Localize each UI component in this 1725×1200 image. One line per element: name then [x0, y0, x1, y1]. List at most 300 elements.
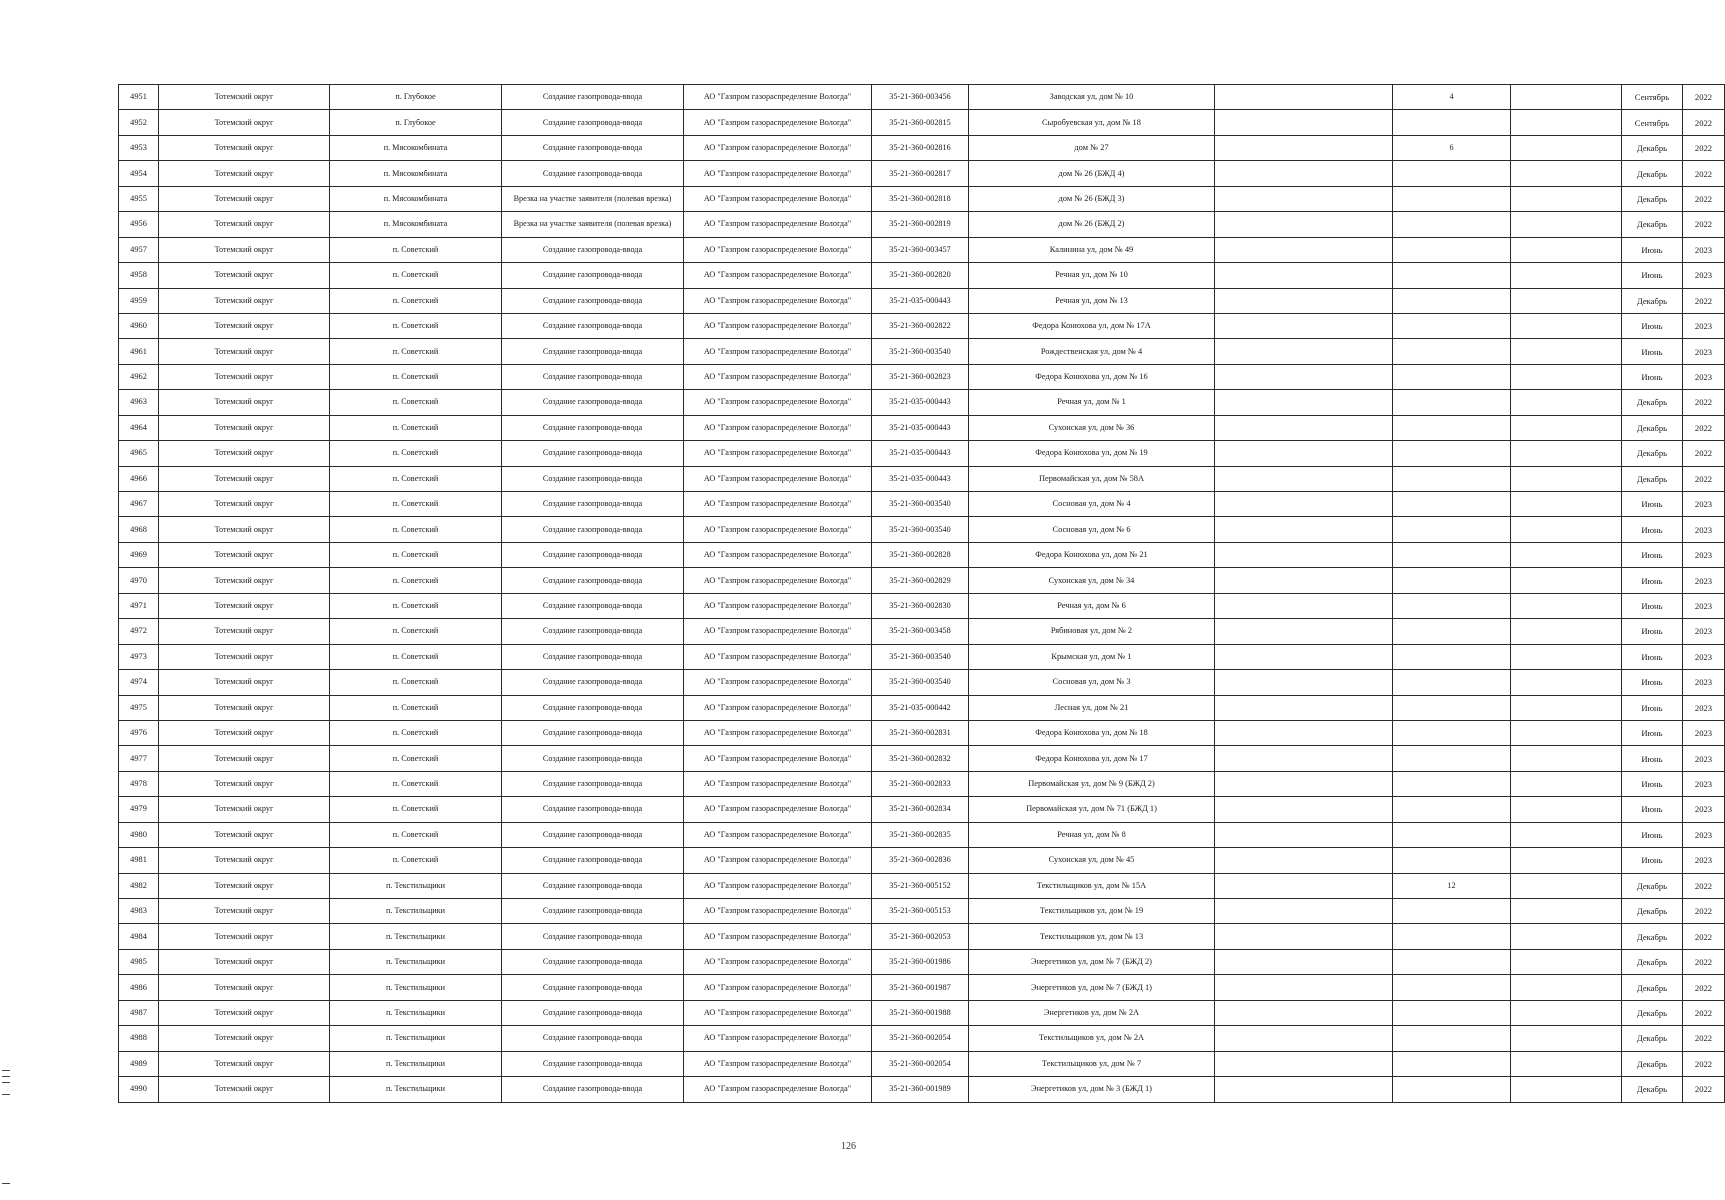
quantity-cell	[1393, 313, 1511, 338]
settlement-cell: п. Текстильщики	[330, 1077, 502, 1102]
quantity-cell	[1393, 695, 1511, 720]
organization-cell: АО "Газпром газораспределение Вологда"	[684, 263, 872, 288]
year-cell: 2022	[1683, 899, 1725, 924]
street-address-cell: Сухонская ул, дом № 36	[969, 415, 1215, 440]
street-address-cell: Заводская ул, дом № 10	[969, 85, 1215, 110]
work-type-cell: Создание газопровода-ввода	[502, 390, 684, 415]
settlement-cell: п. Советский	[330, 313, 502, 338]
empty-col-a-cell	[1215, 313, 1393, 338]
row-number-cell: 4970	[119, 568, 159, 593]
row-number-cell: 4974	[119, 670, 159, 695]
organization-cell: АО "Газпром газораспределение Вологда"	[684, 899, 872, 924]
empty-col-a-cell	[1215, 390, 1393, 415]
year-cell: 2022	[1683, 975, 1725, 1000]
quantity-cell	[1393, 288, 1511, 313]
organization-cell: АО "Газпром газораспределение Вологда"	[684, 1026, 872, 1051]
street-address-cell: Текстильщиков ул, дом № 13	[969, 924, 1215, 949]
settlement-cell: п. Текстильщики	[330, 873, 502, 898]
empty-col-b-cell	[1511, 237, 1622, 262]
empty-col-a-cell	[1215, 1026, 1393, 1051]
row-number-cell: 4972	[119, 619, 159, 644]
district-cell: Тотемский округ	[159, 466, 330, 491]
street-address-cell: Речная ул, дом № 1	[969, 390, 1215, 415]
month-cell: Июнь	[1622, 568, 1683, 593]
table-row	[119, 542, 1725, 567]
settlement-cell: п. Текстильщики	[330, 924, 502, 949]
year-cell: 2023	[1683, 695, 1725, 720]
settlement-cell: п. Советский	[330, 517, 502, 542]
district-cell: Тотемский округ	[159, 822, 330, 847]
table-row	[119, 212, 1725, 237]
row-number-cell: 4965	[119, 441, 159, 466]
empty-col-b-cell	[1511, 797, 1622, 822]
month-cell: Июнь	[1622, 364, 1683, 389]
organization-cell: АО "Газпром газораспределение Вологда"	[684, 771, 872, 796]
quantity-cell	[1393, 1051, 1511, 1076]
empty-col-b-cell	[1511, 949, 1622, 974]
row-number-cell: 4953	[119, 135, 159, 160]
organization-cell: АО "Газпром газораспределение Вологда"	[684, 186, 872, 211]
month-cell: Декабрь	[1622, 161, 1683, 186]
request-number-cell: 35-21-360-002820	[872, 263, 969, 288]
request-number-cell: 35-21-360-002832	[872, 746, 969, 771]
month-cell: Декабрь	[1622, 186, 1683, 211]
work-type-cell: Создание газопровода-ввода	[502, 822, 684, 847]
row-number-cell: 4955	[119, 186, 159, 211]
work-type-cell: Создание газопровода-ввода	[502, 313, 684, 338]
organization-cell: АО "Газпром газораспределение Вологда"	[684, 313, 872, 338]
year-cell: 2022	[1683, 110, 1725, 135]
empty-col-a-cell	[1215, 85, 1393, 110]
organization-cell: АО "Газпром газораспределение Вологда"	[684, 1000, 872, 1025]
settlement-cell: п. Советский	[330, 822, 502, 847]
work-type-cell: Создание газопровода-ввода	[502, 695, 684, 720]
work-type-cell: Создание газопровода-ввода	[502, 568, 684, 593]
request-number-cell: 35-21-035-000443	[872, 288, 969, 313]
work-type-cell: Создание газопровода-ввода	[502, 670, 684, 695]
organization-cell: АО "Газпром газораспределение Вологда"	[684, 212, 872, 237]
district-cell: Тотемский округ	[159, 263, 330, 288]
district-cell: Тотемский округ	[159, 135, 330, 160]
month-cell: Декабрь	[1622, 288, 1683, 313]
street-address-cell: Речная ул, дом № 8	[969, 822, 1215, 847]
work-type-cell: Создание газопровода-ввода	[502, 492, 684, 517]
district-cell: Тотемский округ	[159, 568, 330, 593]
row-number-cell: 4983	[119, 899, 159, 924]
district-cell: Тотемский округ	[159, 593, 330, 618]
request-number-cell: 35-21-360-002833	[872, 771, 969, 796]
table-row	[119, 517, 1725, 542]
quantity-cell	[1393, 390, 1511, 415]
organization-cell: АО "Газпром газораспределение Вологда"	[684, 975, 872, 1000]
row-number-cell: 4973	[119, 644, 159, 669]
month-cell: Июнь	[1622, 771, 1683, 796]
work-type-cell: Создание газопровода-ввода	[502, 746, 684, 771]
settlement-cell: п. Советский	[330, 237, 502, 262]
month-cell: Июнь	[1622, 848, 1683, 873]
year-cell: 2023	[1683, 593, 1725, 618]
request-number-cell: 35-21-360-002053	[872, 924, 969, 949]
row-number-cell: 4963	[119, 390, 159, 415]
table-row	[119, 1077, 1725, 1102]
request-number-cell: 35-21-360-003540	[872, 492, 969, 517]
district-cell: Тотемский округ	[159, 110, 330, 135]
row-number-cell: 4979	[119, 797, 159, 822]
street-address-cell: Речная ул, дом № 6	[969, 593, 1215, 618]
street-address-cell: Текстильщиков ул, дом № 7	[969, 1051, 1215, 1076]
street-address-cell: Сыробуевская ул, дом № 18	[969, 110, 1215, 135]
row-number-cell: 4987	[119, 1000, 159, 1025]
work-type-cell: Создание газопровода-ввода	[502, 542, 684, 567]
quantity-cell	[1393, 670, 1511, 695]
row-number-cell: 4988	[119, 1026, 159, 1051]
table-row	[119, 364, 1725, 389]
settlement-cell: п. Глубокое	[330, 85, 502, 110]
empty-col-b-cell	[1511, 644, 1622, 669]
row-number-cell: 4984	[119, 924, 159, 949]
empty-col-b-cell	[1511, 441, 1622, 466]
quantity-cell	[1393, 492, 1511, 517]
district-cell: Тотемский округ	[159, 771, 330, 796]
page-number: 126	[841, 1141, 856, 1152]
work-type-cell: Создание газопровода-ввода	[502, 1051, 684, 1076]
organization-cell: АО "Газпром газораспределение Вологда"	[684, 746, 872, 771]
month-cell: Декабрь	[1622, 441, 1683, 466]
work-type-cell: Создание газопровода-ввода	[502, 873, 684, 898]
street-address-cell: Энергетиков ул, дом № 7 (БЖД 1)	[969, 975, 1215, 1000]
settlement-cell: п. Советский	[330, 492, 502, 517]
table-row	[119, 695, 1725, 720]
organization-cell: АО "Газпром газораспределение Вологда"	[684, 1077, 872, 1102]
district-cell: Тотемский округ	[159, 670, 330, 695]
year-cell: 2023	[1683, 339, 1725, 364]
quantity-cell	[1393, 364, 1511, 389]
quantity-cell	[1393, 517, 1511, 542]
district-cell: Тотемский округ	[159, 975, 330, 1000]
organization-cell: АО "Газпром газораспределение Вологда"	[684, 161, 872, 186]
request-number-cell: 35-21-360-001986	[872, 949, 969, 974]
settlement-cell: п. Советский	[330, 263, 502, 288]
district-cell: Тотемский округ	[159, 212, 330, 237]
request-number-cell: 35-21-360-002831	[872, 720, 969, 745]
empty-col-b-cell	[1511, 542, 1622, 567]
quantity-cell	[1393, 263, 1511, 288]
empty-col-b-cell	[1511, 415, 1622, 440]
work-type-cell: Создание газопровода-ввода	[502, 619, 684, 644]
empty-col-b-cell	[1511, 720, 1622, 745]
empty-col-b-cell	[1511, 390, 1622, 415]
request-number-cell: 35-21-360-001987	[872, 975, 969, 1000]
request-number-cell: 35-21-035-000443	[872, 466, 969, 491]
empty-col-b-cell	[1511, 161, 1622, 186]
quantity-cell	[1393, 949, 1511, 974]
year-cell: 2022	[1683, 1000, 1725, 1025]
street-address-cell: Сухонская ул, дом № 45	[969, 848, 1215, 873]
district-cell: Тотемский округ	[159, 899, 330, 924]
organization-cell: АО "Газпром газораспределение Вологда"	[684, 466, 872, 491]
table-row	[119, 746, 1725, 771]
quantity-cell	[1393, 975, 1511, 1000]
district-cell: Тотемский округ	[159, 313, 330, 338]
row-number-cell: 4952	[119, 110, 159, 135]
year-cell: 2022	[1683, 441, 1725, 466]
settlement-cell: п. Мясокомбината	[330, 161, 502, 186]
table-row	[119, 771, 1725, 796]
month-cell: Июнь	[1622, 670, 1683, 695]
row-number-cell: 4964	[119, 415, 159, 440]
row-number-cell: 4971	[119, 593, 159, 618]
street-address-cell: Сосновая ул, дом № 3	[969, 670, 1215, 695]
district-cell: Тотемский округ	[159, 237, 330, 262]
empty-col-b-cell	[1511, 695, 1622, 720]
organization-cell: АО "Газпром газораспределение Вологда"	[684, 720, 872, 745]
year-cell: 2023	[1683, 492, 1725, 517]
empty-col-b-cell	[1511, 110, 1622, 135]
empty-col-a-cell	[1215, 670, 1393, 695]
month-cell: Декабрь	[1622, 1000, 1683, 1025]
table-row	[119, 161, 1725, 186]
empty-col-a-cell	[1215, 466, 1393, 491]
table-row	[119, 720, 1725, 745]
quantity-cell	[1393, 619, 1511, 644]
year-cell: 2022	[1683, 390, 1725, 415]
work-type-cell: Создание газопровода-ввода	[502, 263, 684, 288]
empty-col-b-cell	[1511, 924, 1622, 949]
street-address-cell: Рождественская ул, дом № 4	[969, 339, 1215, 364]
quantity-cell	[1393, 568, 1511, 593]
table-row	[119, 822, 1725, 847]
work-type-cell: Создание газопровода-ввода	[502, 339, 684, 364]
month-cell: Декабрь	[1622, 1077, 1683, 1102]
table-row	[119, 619, 1725, 644]
district-cell: Тотемский округ	[159, 1026, 330, 1051]
work-type-cell: Создание газопровода-ввода	[502, 1077, 684, 1102]
organization-cell: АО "Газпром газораспределение Вологда"	[684, 364, 872, 389]
empty-col-b-cell	[1511, 466, 1622, 491]
district-cell: Тотемский округ	[159, 441, 330, 466]
request-number-cell: 35-21-360-002816	[872, 135, 969, 160]
empty-col-a-cell	[1215, 161, 1393, 186]
organization-cell: АО "Газпром газораспределение Вологда"	[684, 670, 872, 695]
settlement-cell: п. Советский	[330, 619, 502, 644]
settlement-cell: п. Советский	[330, 670, 502, 695]
month-cell: Июнь	[1622, 542, 1683, 567]
organization-cell: АО "Газпром газораспределение Вологда"	[684, 390, 872, 415]
month-cell: Декабрь	[1622, 1051, 1683, 1076]
district-cell: Тотемский округ	[159, 924, 330, 949]
month-cell: Декабрь	[1622, 899, 1683, 924]
empty-col-a-cell	[1215, 212, 1393, 237]
request-number-cell: 35-21-360-002054	[872, 1026, 969, 1051]
registry-table-body	[119, 85, 1725, 1103]
table-row	[119, 873, 1725, 898]
empty-col-b-cell	[1511, 288, 1622, 313]
work-type-cell: Создание газопровода-ввода	[502, 848, 684, 873]
request-number-cell: 35-21-360-002834	[872, 797, 969, 822]
street-address-cell: Первомайская ул, дом № 71 (БЖД 1)	[969, 797, 1215, 822]
year-cell: 2022	[1683, 85, 1725, 110]
district-cell: Тотемский округ	[159, 644, 330, 669]
empty-col-b-cell	[1511, 135, 1622, 160]
work-type-cell: Создание газопровода-ввода	[502, 949, 684, 974]
table-row	[119, 237, 1725, 262]
settlement-cell: п. Текстильщики	[330, 1026, 502, 1051]
district-cell: Тотемский округ	[159, 619, 330, 644]
work-type-cell: Создание газопровода-ввода	[502, 517, 684, 542]
quantity-cell	[1393, 110, 1511, 135]
empty-col-a-cell	[1215, 1051, 1393, 1076]
settlement-cell: п. Советский	[330, 848, 502, 873]
request-number-cell: 35-21-360-002823	[872, 364, 969, 389]
settlement-cell: п. Советский	[330, 364, 502, 389]
year-cell: 2022	[1683, 1026, 1725, 1051]
table-row	[119, 110, 1725, 135]
street-address-cell: Текстильщиков ул, дом № 2А	[969, 1026, 1215, 1051]
row-number-cell: 4969	[119, 542, 159, 567]
table-row	[119, 415, 1725, 440]
empty-col-b-cell	[1511, 899, 1622, 924]
empty-col-b-cell	[1511, 873, 1622, 898]
quantity-cell: 4	[1393, 85, 1511, 110]
street-address-cell: Федора Конюхова ул, дом № 21	[969, 542, 1215, 567]
request-number-cell: 35-21-360-002830	[872, 593, 969, 618]
year-cell: 2023	[1683, 364, 1725, 389]
organization-cell: АО "Газпром газораспределение Вологда"	[684, 110, 872, 135]
street-address-cell: Речная ул, дом № 10	[969, 263, 1215, 288]
quantity-cell	[1393, 1026, 1511, 1051]
table-row	[119, 1051, 1725, 1076]
request-number-cell: 35-21-360-003540	[872, 517, 969, 542]
work-type-cell: Врезка на участке заявителя (полевая врезка)	[502, 212, 684, 237]
street-address-cell: дом № 26 (БЖД 3)	[969, 186, 1215, 211]
empty-col-a-cell	[1215, 822, 1393, 847]
month-cell: Июнь	[1622, 263, 1683, 288]
organization-cell: АО "Газпром газораспределение Вологда"	[684, 542, 872, 567]
organization-cell: АО "Газпром газораспределение Вологда"	[684, 797, 872, 822]
organization-cell: АО "Газпром газораспределение Вологда"	[684, 924, 872, 949]
quantity-cell	[1393, 720, 1511, 745]
empty-col-a-cell	[1215, 619, 1393, 644]
month-cell: Июнь	[1622, 746, 1683, 771]
month-cell: Декабрь	[1622, 873, 1683, 898]
row-number-cell: 4956	[119, 212, 159, 237]
organization-cell: АО "Газпром газораспределение Вологда"	[684, 695, 872, 720]
district-cell: Тотемский округ	[159, 542, 330, 567]
request-number-cell: 35-21-360-002835	[872, 822, 969, 847]
district-cell: Тотемский округ	[159, 390, 330, 415]
request-number-cell: 35-21-360-002817	[872, 161, 969, 186]
table-row	[119, 492, 1725, 517]
year-cell: 2023	[1683, 720, 1725, 745]
organization-cell: АО "Газпром газораспределение Вологда"	[684, 1051, 872, 1076]
year-cell: 2022	[1683, 924, 1725, 949]
margin-mark	[2, 1082, 10, 1083]
table-row	[119, 848, 1725, 873]
table-row	[119, 568, 1725, 593]
organization-cell: АО "Газпром газораспределение Вологда"	[684, 85, 872, 110]
row-number-cell: 4954	[119, 161, 159, 186]
row-number-cell: 4975	[119, 695, 159, 720]
month-cell: Июнь	[1622, 517, 1683, 542]
settlement-cell: п. Советский	[330, 441, 502, 466]
month-cell: Июнь	[1622, 237, 1683, 262]
street-address-cell: Первомайская ул, дом № 58А	[969, 466, 1215, 491]
settlement-cell: п. Текстильщики	[330, 899, 502, 924]
table-row	[119, 288, 1725, 313]
settlement-cell: п. Мясокомбината	[330, 135, 502, 160]
table-row	[119, 899, 1725, 924]
district-cell: Тотемский округ	[159, 339, 330, 364]
empty-col-a-cell	[1215, 492, 1393, 517]
margin-mark	[2, 1070, 10, 1071]
row-number-cell: 4959	[119, 288, 159, 313]
district-cell: Тотемский округ	[159, 1000, 330, 1025]
work-type-cell: Создание газопровода-ввода	[502, 975, 684, 1000]
month-cell: Декабрь	[1622, 949, 1683, 974]
empty-col-b-cell	[1511, 975, 1622, 1000]
quantity-cell	[1393, 771, 1511, 796]
settlement-cell: п. Мясокомбината	[330, 212, 502, 237]
empty-col-b-cell	[1511, 186, 1622, 211]
settlement-cell: п. Советский	[330, 746, 502, 771]
organization-cell: АО "Газпром газораспределение Вологда"	[684, 949, 872, 974]
row-number-cell: 4977	[119, 746, 159, 771]
work-type-cell: Создание газопровода-ввода	[502, 466, 684, 491]
settlement-cell: п. Советский	[330, 339, 502, 364]
month-cell: Декабрь	[1622, 1026, 1683, 1051]
request-number-cell: 35-21-360-002822	[872, 313, 969, 338]
year-cell: 2022	[1683, 212, 1725, 237]
table-row	[119, 797, 1725, 822]
quantity-cell	[1393, 186, 1511, 211]
settlement-cell: п. Глубокое	[330, 110, 502, 135]
settlement-cell: п. Советский	[330, 593, 502, 618]
request-number-cell: 35-21-360-005153	[872, 899, 969, 924]
street-address-cell: Речная ул, дом № 13	[969, 288, 1215, 313]
request-number-cell: 35-21-035-000443	[872, 390, 969, 415]
month-cell: Июнь	[1622, 822, 1683, 847]
row-number-cell: 4981	[119, 848, 159, 873]
settlement-cell: п. Текстильщики	[330, 949, 502, 974]
request-number-cell: 35-21-360-003540	[872, 644, 969, 669]
request-number-cell: 35-21-360-001989	[872, 1077, 969, 1102]
organization-cell: АО "Газпром газораспределение Вологда"	[684, 822, 872, 847]
empty-col-a-cell	[1215, 364, 1393, 389]
empty-col-a-cell	[1215, 949, 1393, 974]
organization-cell: АО "Газпром газораспределение Вологда"	[684, 441, 872, 466]
work-type-cell: Создание газопровода-ввода	[502, 1000, 684, 1025]
district-cell: Тотемский округ	[159, 186, 330, 211]
year-cell: 2022	[1683, 161, 1725, 186]
settlement-cell: п. Текстильщики	[330, 1000, 502, 1025]
month-cell: Декабрь	[1622, 924, 1683, 949]
empty-col-a-cell	[1215, 720, 1393, 745]
organization-cell: АО "Газпром газораспределение Вологда"	[684, 237, 872, 262]
empty-col-b-cell	[1511, 364, 1622, 389]
request-number-cell: 35-21-360-002815	[872, 110, 969, 135]
year-cell: 2022	[1683, 1051, 1725, 1076]
organization-cell: АО "Газпром газораспределение Вологда"	[684, 593, 872, 618]
settlement-cell: п. Советский	[330, 542, 502, 567]
quantity-cell: 12	[1393, 873, 1511, 898]
empty-col-b-cell	[1511, 771, 1622, 796]
year-cell: 2023	[1683, 263, 1725, 288]
work-type-cell: Создание газопровода-ввода	[502, 720, 684, 745]
settlement-cell: п. Советский	[330, 771, 502, 796]
request-number-cell: 35-21-360-002819	[872, 212, 969, 237]
month-cell: Июнь	[1622, 695, 1683, 720]
settlement-cell: п. Текстильщики	[330, 975, 502, 1000]
